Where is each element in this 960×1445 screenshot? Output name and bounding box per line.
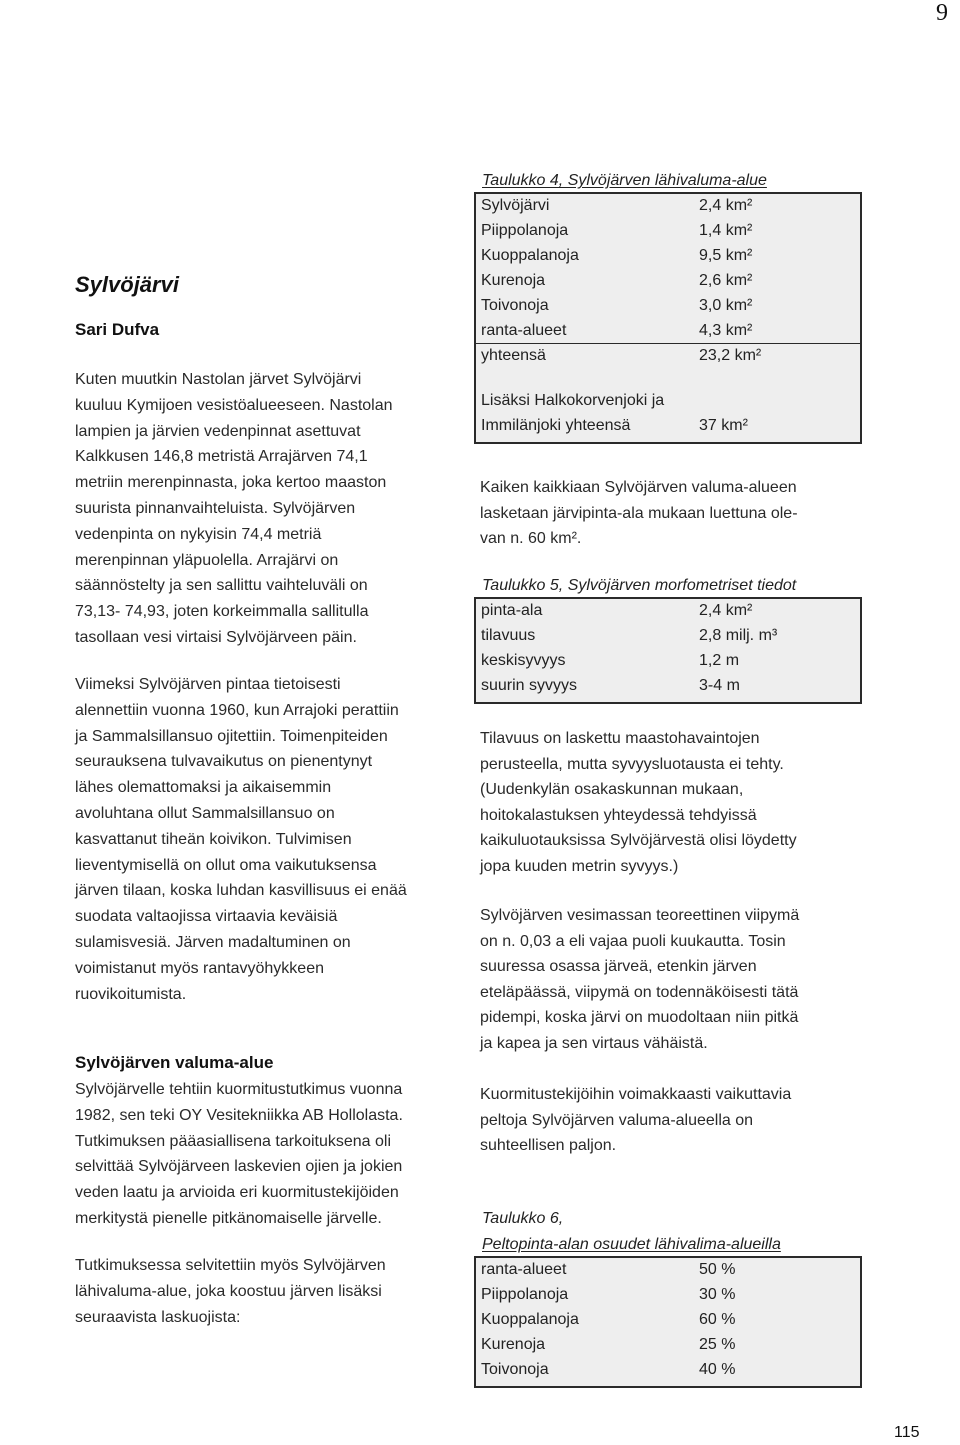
text-line: avoluhtana ollut Sammalsillansuo on xyxy=(75,804,335,822)
table-cell-name: Toivonoja xyxy=(481,1361,549,1378)
table-row xyxy=(476,649,860,674)
study-paragraph xyxy=(75,1077,465,1232)
table-row xyxy=(476,1283,860,1308)
text-line: lasketaan järvipinta-ala mukaan luettuna ole- xyxy=(480,504,798,522)
text-line: lähivaluma-alue, joka koostuu järven lisäksi xyxy=(75,1282,382,1300)
text-line: suhteellisen paljon. xyxy=(480,1137,617,1154)
text-line: on n. 0,03 a eli vajaa puoli kuukautta. Tosin xyxy=(480,932,786,950)
table-cell-value: 1,4 km² xyxy=(699,222,753,239)
table4-caption: Taulukko 4, Sylvöjärven lähivaluma-alue xyxy=(482,172,767,189)
text-line: säännöstelty ja sen sallittu vaihteluväli on xyxy=(75,577,368,595)
text-line: Tilavuus on laskettu maastohavaintojen xyxy=(480,730,760,747)
text-line: Kalkkusen 146,8 metristä Arrajärven 74,1 xyxy=(75,448,368,466)
table-cell-name: ranta-alueet xyxy=(481,1261,567,1278)
table-row xyxy=(476,319,860,344)
table-cell-value: 9,5 km² xyxy=(699,247,753,264)
text-line: vedenpinta on nykyisin 74,4 metriä xyxy=(75,525,322,543)
table-row xyxy=(476,1358,860,1386)
text-line: hoitokalastuksen yhteydessä tehdyissä xyxy=(480,806,757,824)
text-line: seuraavista laskuojista: xyxy=(75,1308,241,1326)
text-line: Kaiken kaikkiaan Sylvöjärven valuma-alueen xyxy=(480,479,797,496)
lowering-paragraph xyxy=(75,672,465,1007)
catchment-paragraph xyxy=(75,1253,465,1330)
text-line: van n. 60 km². xyxy=(480,530,582,547)
table-cell-value: 37 km² xyxy=(699,416,748,434)
table-row xyxy=(476,599,860,624)
table6-caption-number: Taulukko 6, xyxy=(482,1210,564,1227)
table-cell-value: 60 % xyxy=(699,1311,736,1328)
page-number: 115 xyxy=(894,1424,920,1441)
table-row xyxy=(476,1333,860,1358)
table-cell-value: 3-4 m xyxy=(699,677,740,694)
text-line: lieventymisellä on ollut oma vaikutuksensa xyxy=(75,856,377,874)
text-line: (Uudenkylän osakaskunnan mukaan, xyxy=(480,781,744,798)
text-line: Sylvöjärvelle tehtiin kuormitustutkimus vuonna xyxy=(75,1081,403,1098)
table-cell-name: Kurenoja xyxy=(481,1336,546,1353)
text-line: voimistanut myös rantavyöhykkeen xyxy=(75,959,324,977)
table-cell-value: 23,2 km² xyxy=(699,346,762,364)
table-cell-name: keskisyvyys xyxy=(481,652,566,669)
table6-caption-title: Peltopinta-alan osuudet lähivalima-alueilla xyxy=(482,1236,781,1253)
table-cell-value: 2,8 milj. m³ xyxy=(699,627,778,644)
table-row xyxy=(476,269,860,294)
text-line: sulamisvesiä. Järven madaltuminen on xyxy=(75,933,351,951)
text-line: pidempi, koska järvi on muodoltaan niin pitkä xyxy=(480,1009,799,1026)
table-row xyxy=(476,244,860,269)
text-line: eteläpäässä, viipymä on todennäköisesti tätä xyxy=(480,983,799,1001)
text-line: metriin merenpinnasta, joka kertoo maaston xyxy=(75,474,387,492)
text-line: suodata valtaojissa virtaavia keväisiä xyxy=(75,908,338,926)
text-line: perusteella, mutta syvyysluotausta ei tehty. xyxy=(480,755,784,773)
table-row xyxy=(476,674,860,702)
table-row xyxy=(476,624,860,649)
table-cell-name: Piippolanoja xyxy=(481,1286,569,1303)
article-author: Sari Dufva xyxy=(75,320,160,339)
retention-paragraph xyxy=(480,903,860,1056)
text-line: 73,13- 74,93, joten korkeimmalla sallitulla xyxy=(75,603,369,621)
text-line: 1982, sen teki OY Vesitekniikka AB Hollolasta. xyxy=(75,1106,403,1124)
table-cell-name: Immilänjoki yhteensä xyxy=(481,416,631,434)
table-cell-value: 1,2 m xyxy=(699,652,740,669)
intro-paragraph xyxy=(75,367,465,651)
table-cell-name: Kuoppalanoja xyxy=(481,247,579,264)
table-cell-value: 2,4 km² xyxy=(699,602,753,619)
table5 xyxy=(474,597,862,704)
text-line: ja Sammalsillansuo ojitettiin. Toimenpiteiden xyxy=(75,727,388,745)
volume-paragraph xyxy=(480,726,860,879)
text-line: merkitystä pienelle pitkänomaiselle järvelle. xyxy=(75,1209,382,1227)
corner-page-number: 9 xyxy=(936,0,948,26)
text-line: selvittää Sylvöjärveen laskevien ojien ja jokien xyxy=(75,1158,403,1176)
text-line: Kuormitustekijöihin voimakkaasti vaikuttavia xyxy=(480,1086,792,1103)
text-line: peltoja Sylvöjärven valuma-alueella on xyxy=(480,1111,754,1129)
text-line: alennettiin vuonna 1960, kun Arrajoki perattiin xyxy=(75,701,399,719)
article-title: Sylvöjärvi xyxy=(75,272,179,297)
text-line: Sylvöjärven vesimassan teoreettinen viipymä xyxy=(480,907,800,924)
table-cell-name: Toivonoja xyxy=(481,297,549,314)
text-line: kuuluu Kymijoen vesistöalueeseen. Nastolan xyxy=(75,396,393,414)
table-cell-value: 25 % xyxy=(699,1336,736,1353)
table-cell-name: yhteensä xyxy=(481,346,546,364)
table-cell-name: Kurenoja xyxy=(481,272,546,289)
table-cell-value: 40 % xyxy=(699,1361,736,1378)
text-line: ruovikoitumista. xyxy=(75,985,187,1003)
text-line: suuressa osassa järveä, etenkin järven xyxy=(480,958,757,975)
table-row xyxy=(476,294,860,319)
text-line: järven tilaan, koska luhdan kasvillisuus ei enää xyxy=(75,882,407,900)
table-cell-value: 2,4 km² xyxy=(699,197,753,214)
text-line: Kuten muutkin Nastolan järvet Sylvöjärvi xyxy=(75,371,362,388)
text-line: merenpinnan yläpuolella. Arrajärvi on xyxy=(75,551,339,569)
text-line: jopa kuuden metrin syvyys.) xyxy=(480,857,679,875)
text-line: lampien ja järvien vedenpinnat asettuvat xyxy=(75,422,361,440)
text-line: Tutkimuksen pääasiallisena tarkoituksena oli xyxy=(75,1132,392,1150)
table-cell-value: 30 % xyxy=(699,1286,736,1303)
table-cell-value: 3,0 km² xyxy=(699,297,753,314)
table-cell-value: 50 % xyxy=(699,1261,736,1278)
table-total-row xyxy=(476,344,860,369)
table-row xyxy=(476,414,860,442)
table-row xyxy=(476,219,860,244)
table4 xyxy=(474,192,862,444)
catchment-total-paragraph xyxy=(480,475,860,552)
text-line: kaikuluotauksissa Sylvöjärvestä olisi löydetty xyxy=(480,832,797,849)
text-line: tasollaan vesi virtaisi Sylvöjärveen päin. xyxy=(75,628,357,646)
table-cell-value: 4,3 km² xyxy=(699,322,753,339)
table-cell-name: Kuoppalanoja xyxy=(481,1311,579,1328)
fields-paragraph xyxy=(480,1082,860,1159)
table-cell-name: ranta-alueet xyxy=(481,322,567,339)
table5-caption: Taulukko 5, Sylvöjärven morfometriset tiedot xyxy=(482,577,797,594)
table-row xyxy=(476,194,860,219)
table-row xyxy=(476,389,860,414)
table-spacer xyxy=(476,369,860,389)
table-cell-name: Sylvöjärvi xyxy=(481,197,550,214)
text-line: Tutkimuksessa selvitettiin myös Sylvöjärven xyxy=(75,1257,386,1274)
text-line: seurauksena tulvavaikutus on pienentynyt xyxy=(75,753,373,771)
table-cell-name: Piippolanoja xyxy=(481,222,569,239)
table6 xyxy=(474,1256,862,1388)
table-row xyxy=(476,1258,860,1283)
text-line: Viimeksi Sylvöjärven pintaa tietoisesti xyxy=(75,676,341,693)
table-cell-name: suurin syvyys xyxy=(481,677,578,694)
table-cell-value: 2,6 km² xyxy=(699,272,753,289)
section-heading: Sylvöjärven valuma-alue xyxy=(75,1053,274,1072)
text-line: suurista pinnanvaihteluista. Sylvöjärven xyxy=(75,499,356,517)
table-row xyxy=(476,1308,860,1333)
table-cell-name: pinta-ala xyxy=(481,602,543,619)
text-line: lähes olemattomaksi ja aikaisemmin xyxy=(75,779,332,797)
text-line: ja kapea ja sen virtaus vähäistä. xyxy=(480,1034,708,1052)
table-note: Lisäksi Halkokorvenjoki ja xyxy=(481,391,665,409)
table-cell-name: tilavuus xyxy=(481,627,536,644)
text-line: kasvattanut tiheän koivikon. Tulvimisen xyxy=(75,830,352,848)
text-line: veden laatu ja arvioida eri kuormitustekijöiden xyxy=(75,1184,399,1202)
